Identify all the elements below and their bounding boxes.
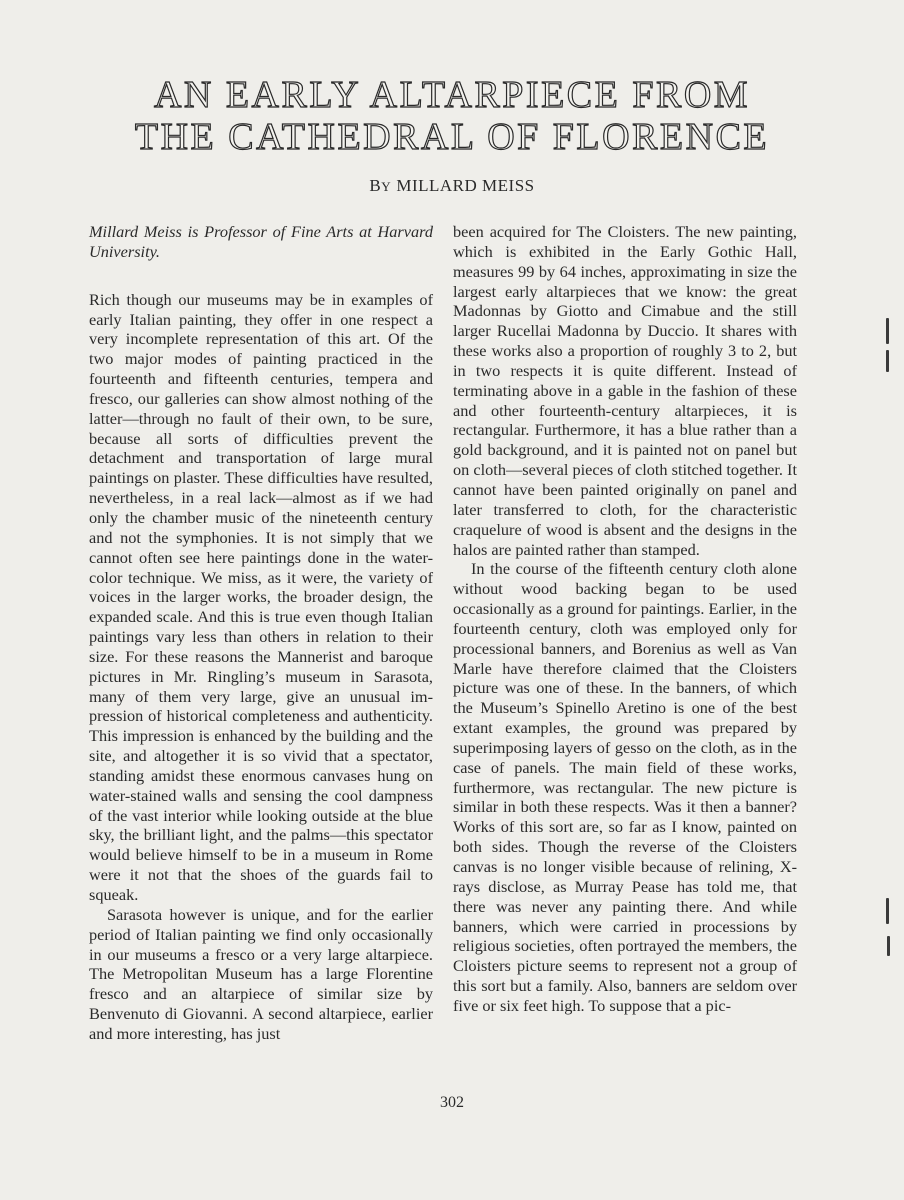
page-number: 302 xyxy=(440,1094,464,1111)
binding-mark xyxy=(886,318,889,344)
article-title xyxy=(60,74,844,158)
paragraph: Rich though our museums may be in examples of early Italian painting, they offer in one respect a very incomplete representation of this art. Of the two major modes of painting practiced in the fourteenth and fifteenth centuries, tempera and fresco, our galleries can show almost nothing of the latter—through no fault of their own, to be sure, because all sorts of difficulties prevent the detachment and transportation of large mural paintings on plaster. These difficulties have resulted, nevertheless, in a real lack—almost as if we had only the chamber music of the nineteenth century and not the symphonies. It is not simply that we cannot often see here paintings done in the water-color technique. We miss, as it were, the variety of voices in the larger works, the broader design, the expanded scale. And this is true even though Italian paintings vary less than others in relation to their size. For these reasons the Mannerist and baroque pictures in Mr. Ringling’s museum in Sarasota, many of them very large, give an unusual impression of historical completeness and authenticity. This impression is enhanced by the building and the site, and altogether it is so vivid that a spectator, standing amidst these enormous canvases hung on water-stained walls and sensing the cool dampness of the vast interior while looking outside at the blue sky, the brilliant light, and the palms—this spectator would believe himself to be in a museum in Rome were it not that the shoes of the guards fail to squeak. xyxy=(89,289,433,904)
paragraph: Sarasota however is unique, and for the earlier period of Italian painting we find only occasionally in our museums a fresco or a very large altarpiece. The Metropolitan Museum has a large Florentine fresco and an altarpiece of similar size by Benvenuto di Giovanni. A second altarpiece, earlier and more interesting, has just xyxy=(89,904,433,1043)
byline xyxy=(0,176,904,196)
author-affiliation: Millard Meiss is Professor of Fine Arts at Harvard University. xyxy=(89,222,433,261)
binding-mark xyxy=(886,898,889,924)
binding-mark xyxy=(887,936,890,956)
paragraph: In the course of the fifteenth century cloth alone without wood backing began to be used occasionally as a ground for paintings. Earlier, in the fourteenth century, cloth was employed only for processional banners, and Borenius as well as Van Marle have therefore claimed that the Cloisters picture was one of these. In the banners, of which the Museum’s Spinello Aretino is one of the best extant examples, the ground was prepared by superimposing layers of gesso on the cloth, as in the case of panels. The main field of these works, furthermore, was rectangular. The new picture is similar in both these respects. Was it then a banner? Works of this sort are, so far as I know, painted on both sides. Though the reverse of the Cloisters canvas is no longer visible because of relining, X-rays disclose, as Murray Pease has told me, that there was never any painting there. And while banners, which were carried in processions by religious societies, often portrayed the members, the Cloisters picture seems to represent not a group of this sort but a family. Also, banners are seldom over five or six feet high. To suppose that a pic- xyxy=(453,559,797,1015)
title-line-1: AN EARLY ALTARPIECE FROM xyxy=(153,74,751,116)
binding-mark xyxy=(886,350,889,372)
right-column xyxy=(453,222,797,1016)
paragraph: been acquired for The Cloisters. The new painting, which is exhibited in the Early Gothic Hall, measures 99 by 64 inches, approximating in size the largest early altarpieces that we know: the great Madonnas by Giotto and Cimabue and the still larger Rucellai Madonna by Duccio. It shares with these works also a proportion of roughly 3 to 2, but in two respects it is quite different. Instead of terminating above in a gable in the fashion of these and other fourteenth-century altarpieces, it is rectangular. Furthermore, it has a blue rather than a gold background, and it is painted not on panel but on cloth—several pieces of cloth stitched together. It cannot have been painted originally on panel and later transferred to cloth, for the characteristic craquelure of wood is absent and the designs in the halos are painted rather than stamped. xyxy=(453,222,797,559)
title-line-2: THE CATHEDRAL OF FLORENCE xyxy=(134,116,770,158)
left-column xyxy=(89,222,433,1044)
author-name: MILLARD MEISS xyxy=(396,176,535,195)
byline-prefix: BY xyxy=(369,176,392,195)
